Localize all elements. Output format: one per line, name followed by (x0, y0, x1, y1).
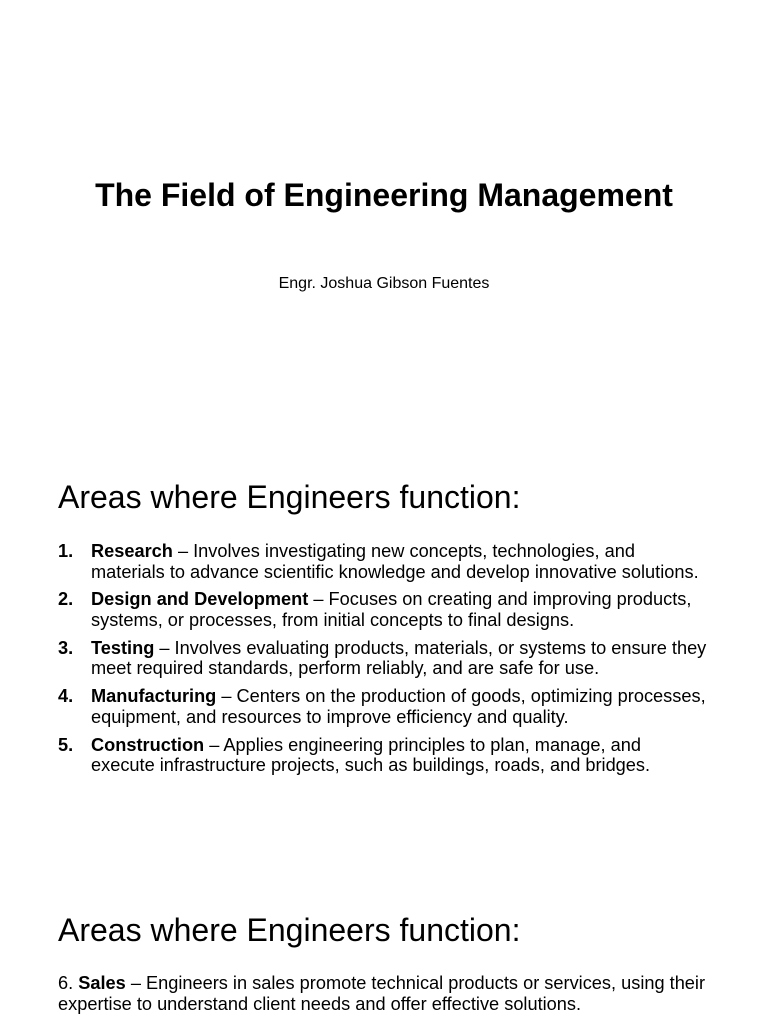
author-name: Engr. Joshua Gibson Fuentes (278, 275, 490, 292)
item-term: Testing (91, 637, 155, 658)
list-item (58, 686, 708, 727)
list-item (58, 589, 708, 630)
list-item (58, 735, 708, 776)
item-number: 3. (58, 637, 74, 658)
item-description: – Involves evaluating products, materials, or systems to ensure they meet required standards, perform reliably, and are safe for use. (91, 637, 707, 679)
slide-title: The Field of Engineering Management (95, 177, 673, 213)
item-description: – Focuses on creating and improving products, systems, or processes, from initial concepts to final designs. (91, 589, 692, 630)
item-description: – Involves investigating new concepts, technologies, and materials to advance scientific knowledge and develop innovative solutions. (91, 541, 699, 582)
item-description: – Applies engineering principles to plan, manage, and execute infrastructure projects, such as buildings, roads, and bridges. (91, 734, 651, 776)
item-number: 4. (58, 686, 74, 707)
item-term: Research (91, 541, 173, 561)
item-description: – Centers on the production of goods, optimizing processes, equipment, and resources to improve efficiency and quality. (91, 686, 706, 727)
engineering-areas-list (58, 541, 708, 783)
item-term: Construction (91, 734, 205, 755)
item-term: Manufacturing (91, 686, 217, 707)
item-number: 6. (58, 973, 74, 993)
item-term: Sales (78, 973, 126, 993)
section-heading: Areas where Engineers function: (58, 479, 521, 515)
item-term: Design and Development (91, 589, 309, 610)
item-number: 1. (58, 541, 74, 561)
list-item (58, 638, 708, 679)
item-number: 5. (58, 734, 74, 755)
list-item (58, 973, 708, 1014)
item-description: – Engineers in sales promote technical products or services, using their expertise to understand client needs and offer effective solutions. (58, 973, 706, 1014)
item-number: 2. (58, 589, 74, 610)
section-heading: Areas where Engineers function: (58, 912, 521, 948)
list-item (58, 541, 708, 582)
